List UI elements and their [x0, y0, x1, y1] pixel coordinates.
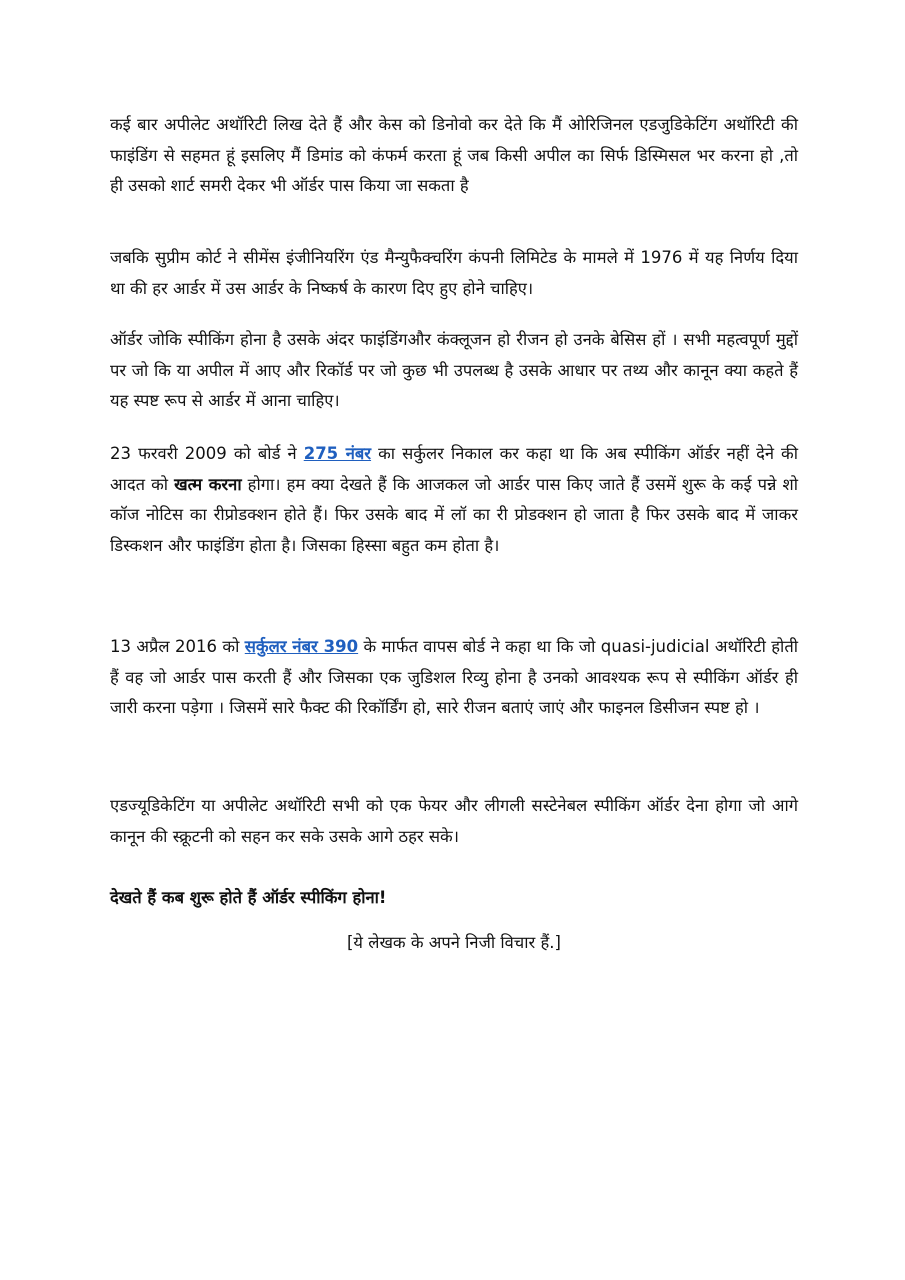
- circular-275-link[interactable]: 275 नंबर: [303, 444, 372, 463]
- p4-bold-text: खत्म करना: [174, 474, 242, 494]
- closing-bold-line: देखते हैं कब शुरू होते हैं ऑर्डर स्पीकिंग होना!: [110, 888, 387, 907]
- paragraph-appellate-authority: कई बार अपीलेट अथॉरिटी लिख देते हैं और केस को डिनोवो कर देते कि मैं ओरिजिनल एडजुडिकेटिंग अथॉरिटी की फाइंडिंग से सहमत हूं इसलिए मैं डिमांड को कंफर्म करता हूं जब किसी अपील का सिर्फ डिस्मिसल भर करना हो ,तो ही उसको शार्ट समरी देकर भी ऑर्डर पास किया जा सकता है: [110, 115, 798, 195]
- p5-text-before-link: 13 अप्रैल 2016 को: [110, 637, 245, 656]
- p4-text-after-bold: होगा। हम क्या देखते हैं कि आजकल जो आर्डर पास किए जाते हैं उसमें शुरू के कई पन्ने शो कॉज नोटिस का रीप्रोडक्शन होते हैं। फिर उसके बाद में लॉ का री प्रोडक्शन हो जाता है फिर उसके बाद में जाकर डिस्कशन और फाइंडिंग होता है। जिसका हिस्सा बहुत कम होता है।: [110, 474, 798, 555]
- author-disclaimer: [ये लेखक के अपने निजी विचार हैं.]: [347, 933, 561, 952]
- paragraph-circular-390: [110, 632, 798, 724]
- p5-text-after-link: के मार्फत वापस बोर्ड ने कहा था कि जो quasi-judicial अथॉरिटी होती हैं वह जो आर्डर पास करती हैं और जिसका एक जुडिशल रिव्यु होना है उनको आवश्यक रूप से स्पीकिंग ऑर्डर ही जारी करना पड़ेगा । जिसमें सारे फैक्ट की रिकॉर्डिंग हो, सारे रीजन बताएं जाएं और फाइनल डिसीजन स्पष्ट हो ।: [110, 637, 798, 717]
- p4-text-before-link: 23 फरवरी 2009 को बोर्ड ने: [110, 444, 304, 463]
- circular-390-link[interactable]: सर्कुलर नंबर 390: [244, 637, 359, 656]
- paragraph-supreme-court: जबकि सुप्रीम कोर्ट ने सीमेंस इंजीनियरिंग एंड मैन्युफैक्चरिंग कंपनी लिमिटेड के मामले में 1976 में यह निर्णय दिया था की हर आर्डर में उस आर्डर के निष्कर्ष के कारण दिए हुए होने चाहिए।: [110, 248, 798, 298]
- paragraph-speaking-order: ऑर्डर जोकि स्पीकिंग होना है उसके अंदर फाइंडिंगऔर कंक्लूजन हो रीजन हो उनके बेसिस हों । सभी महत्वपूर्ण मुद्दों पर जो कि या अपील में आए और रिकॉर्ड पर जो कुछ भी उपलब्ध है उसके आधार पर तथ्य और कानून क्या कहते हैं यह स्पष्ट रूप से आर्डर में आना चाहिए।: [110, 330, 798, 410]
- paragraph-fair-order: एडज्यूडिकेटिंग या अपीलेट अथॉरिटी सभी को एक फेयर और लीगली सस्टेनेबल स्पीकिंग ऑर्डर देना होगा जो आगे कानून की स्क्रूटनी को सहन कर सके उसके आगे ठहर सके।: [110, 796, 798, 846]
- paragraph-circular-275: [110, 439, 798, 561]
- p4-text-after-link: का सर्कुलर निकाल कर कहा था कि अब स्पीकिंग ऑर्डर नहीं देने की आदत को: [110, 444, 799, 494]
